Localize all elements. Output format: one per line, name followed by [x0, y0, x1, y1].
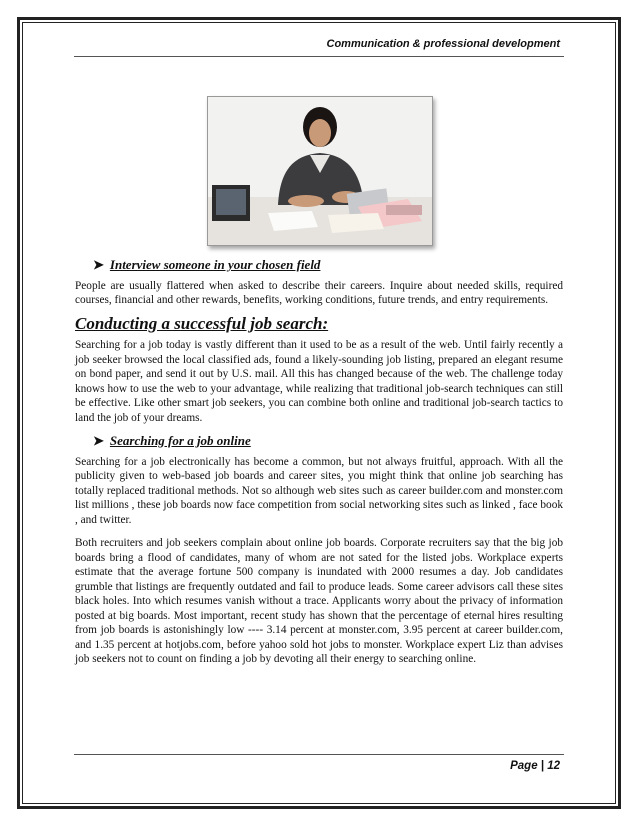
page-content — [75, 258, 563, 676]
header-rule — [74, 56, 564, 57]
bullet-heading-text: Searching for a job online — [109, 433, 251, 448]
bullet-heading-online — [93, 434, 563, 449]
online-paragraph-2: Both recruiters and job seekers complain about online job boards. Corporate recruiters say that the big job boards bring a flood of candidates, many of whom are not sated for the listed jobs. Workplace experts estimate that the average fortune 500 company is inundated with 2000 resumes a day. Job candidates grumble that listings are frequently outdated and fail to produce leads. Some career advisors call these sites black holes. Into which resumes vanish without a trace. Applicants worry about the privacy of information posted at big boards. Most important, recent study has shown that the percentage of eternal hires resulting from job boards is astonishingly low ---- 3.14 percent at monster.com, 3.95 percent at career builder.com, and 1.35 percent at hotjobs.com, before yahoo sold hot jobs to monster. Workplace expert Liz than advises job seekers not to count on finding a job by devoting all their energy to searching online. — [75, 537, 563, 665]
arrow-bullet-icon: ➤ — [93, 433, 104, 448]
section-heading-job-search: Conducting a successful job search: — [75, 313, 329, 333]
bullet-heading-text: Interview someone in your chosen field — [109, 257, 321, 272]
bullet-heading-interview — [93, 258, 563, 273]
page-number: Page | 12 — [510, 760, 560, 772]
arrow-bullet-icon: ➤ — [93, 257, 104, 272]
job-search-paragraph: Searching for a job today is vastly different than it used to be as a result of the web. Until fairly recently a job seeker browsed the local classified ads, found a likely-sounding job listing, prepared an elegant resume on bond paper, and send it out by U.S. mail. All this has changed because of the web. The challenge today knows how to use the web to your advantage, while realizing that traditional job-search techniques can still be effective. Like other smart job seekers, you can combine both online and traditional job-search tactics to land the job of your dreams. — [75, 339, 563, 424]
interview-paragraph: People are usually flattered when asked to describe their careers. Inquire about needed skills, required courses, financial and other rewards, benefits, working conditions, future trends, and entry requirements. — [75, 279, 563, 306]
woman-at-desk-photo — [207, 96, 433, 246]
online-paragraph-1: Searching for a job electronically has become a common, but not always fruitful, approach. With all the publicity given to web-based job boards and career sites, you might think that online job searching has totally replaced traditional methods. Not so although web sites such as career builder.com and monster.com list millions , these job boards now face competition from social networking sites such as linked , face book , and twitter. — [75, 455, 563, 526]
running-header: Communication & professional development — [326, 38, 560, 50]
footer-rule — [74, 754, 564, 755]
